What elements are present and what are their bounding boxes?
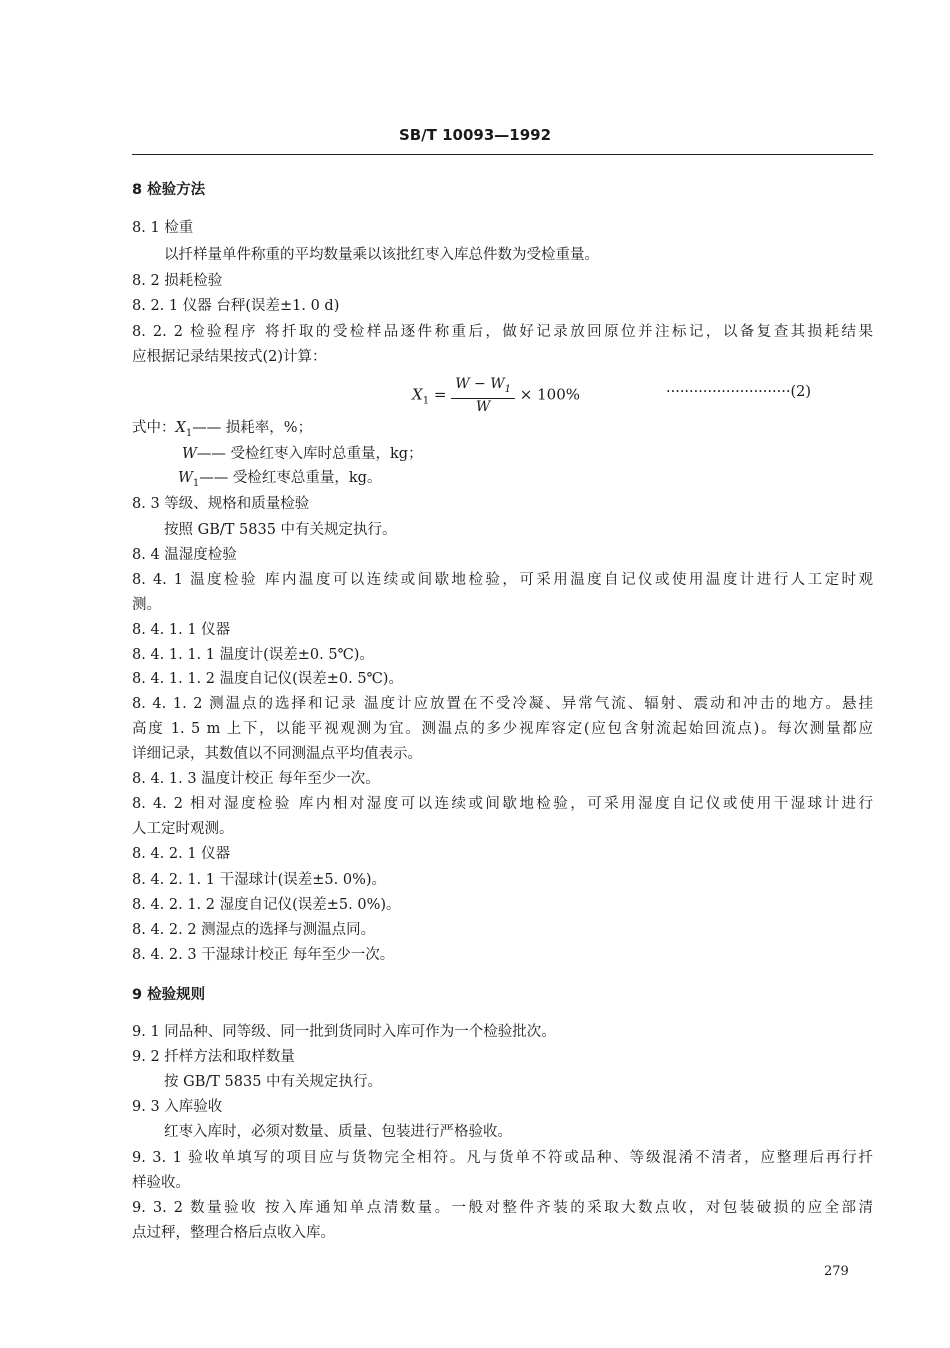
where-line-1: 式中：$X_1——$ 损耗率，%；: [132, 420, 313, 439]
formula-multiplier: × 100%: [519, 385, 581, 404]
section-8-2-2: 8. 2. 2 检验程序 将扦取的受检样品逐件称重后，做好记录放回原位并注标记，以备复查其损耗结果: [132, 324, 873, 340]
section-8-2-1: 8. 2. 1 仪器 台秤(误差±1. 0 d): [132, 298, 340, 314]
section-9-3-1-cont: 样验收。: [132, 1175, 190, 1191]
page-number: 279: [824, 1264, 849, 1279]
where-line-3: $W_1——$ 受检红枣总重量，kg。: [178, 470, 382, 489]
section-8-4-2-1-1: 8. 4. 2. 1. 1 干湿球计(误差±5. 0%)。: [132, 872, 387, 888]
section-9-3-2-cont: 点过秤，整理合格后点收入库。: [132, 1225, 335, 1241]
section-8-4-1-1-2: 8. 4. 1. 1. 2 温度自记仪(误差±0. 5℃)。: [132, 671, 403, 687]
section-8-2: 8. 2 损耗检验: [132, 273, 223, 289]
formula-number: ···························(2): [666, 384, 811, 400]
section-9-2-text: 按 GB/T 5835 中有关规定执行。: [164, 1074, 383, 1090]
formula-lhs-sub: 1: [422, 395, 430, 407]
section-8-4-1-1: 8. 4. 1. 1 仪器: [132, 622, 231, 638]
section-8-heading: 8 检验方法: [132, 182, 206, 198]
section-8-4-1-2-cont2: 详细记录，其数值以不同测温点平均值表示。: [132, 746, 422, 762]
formula-eq: =: [433, 385, 447, 404]
section-9-3-1: 9. 3. 1 验收单填写的项目应与货物完全相符。凡与货单不符或品种、等级混淆不清者，应整理后再行扦: [132, 1150, 873, 1166]
section-8-4-1-2: 8. 4. 1. 2 测温点的选择和记录 温度计应放置在不受冷凝、异常气流、辐射、震动和冲击的地方。悬挂: [132, 696, 873, 712]
section-8-2-2-cont: 应根据记录结果按式(2)计算：: [132, 349, 327, 365]
section-8-4-1-3: 8. 4. 1. 3 温度计校正 每年至少一次。: [132, 771, 380, 787]
standard-number-header: SB/T 10093—1992: [398, 126, 552, 144]
formula-lhs: X: [412, 385, 423, 404]
section-8-4-1-2-cont1: 高度 1. 5 m 上下，以能平视观测为宜。测温点的多少视库容定(应包含射流起始回流点)。每次测量都应: [132, 721, 873, 737]
section-9-3-text: 红枣入库时，必须对数量、质量、包装进行严格验收。: [164, 1124, 512, 1140]
section-9-2: 9. 2 扦样方法和取样数量: [132, 1049, 295, 1065]
section-8-3-text: 按照 GB/T 5835 中有关规定执行。: [164, 522, 397, 538]
section-8-4-2-1: 8. 4. 2. 1 仪器: [132, 846, 231, 862]
section-8-4-1: 8. 4. 1 温度检验 库内温度可以连续或间歇地检验，可采用温度自记仪或使用温度计进行人工定时观: [132, 572, 873, 588]
section-9-heading: 9 检验规则: [132, 987, 206, 1003]
section-9-3-2: 9. 3. 2 数量验收 按入库通知单点清数量。一般对整件齐装的采取大数点收，对包装破损的应全部清: [132, 1200, 873, 1216]
section-8-1: 8. 1 检重: [132, 220, 194, 236]
section-8-3: 8. 3 等级、规格和质量检验: [132, 496, 310, 512]
section-9-1: 9. 1 同品种、同等级、同一批到货同时入库可作为一个检验批次。: [132, 1024, 556, 1040]
formula-2: [412, 376, 580, 416]
section-9-3: 9. 3 入库验收: [132, 1099, 223, 1115]
section-8-4-1-1-1: 8. 4. 1. 1. 1 温度计(误差±0. 5℃)。: [132, 647, 374, 663]
section-8-4-2-3: 8. 4. 2. 3 干湿球计校正 每年至少一次。: [132, 947, 395, 963]
section-8-4-2: 8. 4. 2 相对湿度检验 库内相对湿度可以连续或间歇地检验，可采用湿度自记仪或使用干湿球计进行: [132, 796, 873, 812]
section-8-4-2-2: 8. 4. 2. 2 测湿点的选择与测温点同。: [132, 922, 376, 938]
section-8-4: 8. 4 温湿度检验: [132, 547, 237, 563]
where-line-2: W—— 受检红枣入库时总重量，kg；: [182, 446, 423, 462]
section-8-4-1-cont: 测。: [132, 597, 161, 613]
formula-numerator: $W - W_1$: [451, 376, 515, 399]
formula-fraction: [451, 376, 515, 415]
formula-denominator: W: [475, 398, 491, 415]
section-8-1-text: 以扦样量单件称重的平均数量乘以该批红枣入库总件数为受检重量。: [164, 247, 599, 263]
section-8-4-2-cont: 人工定时观测。: [132, 821, 234, 837]
header-rule: [132, 154, 873, 155]
section-8-4-2-1-2: 8. 4. 2. 1. 2 湿度自记仪(误差±5. 0%)。: [132, 897, 401, 913]
